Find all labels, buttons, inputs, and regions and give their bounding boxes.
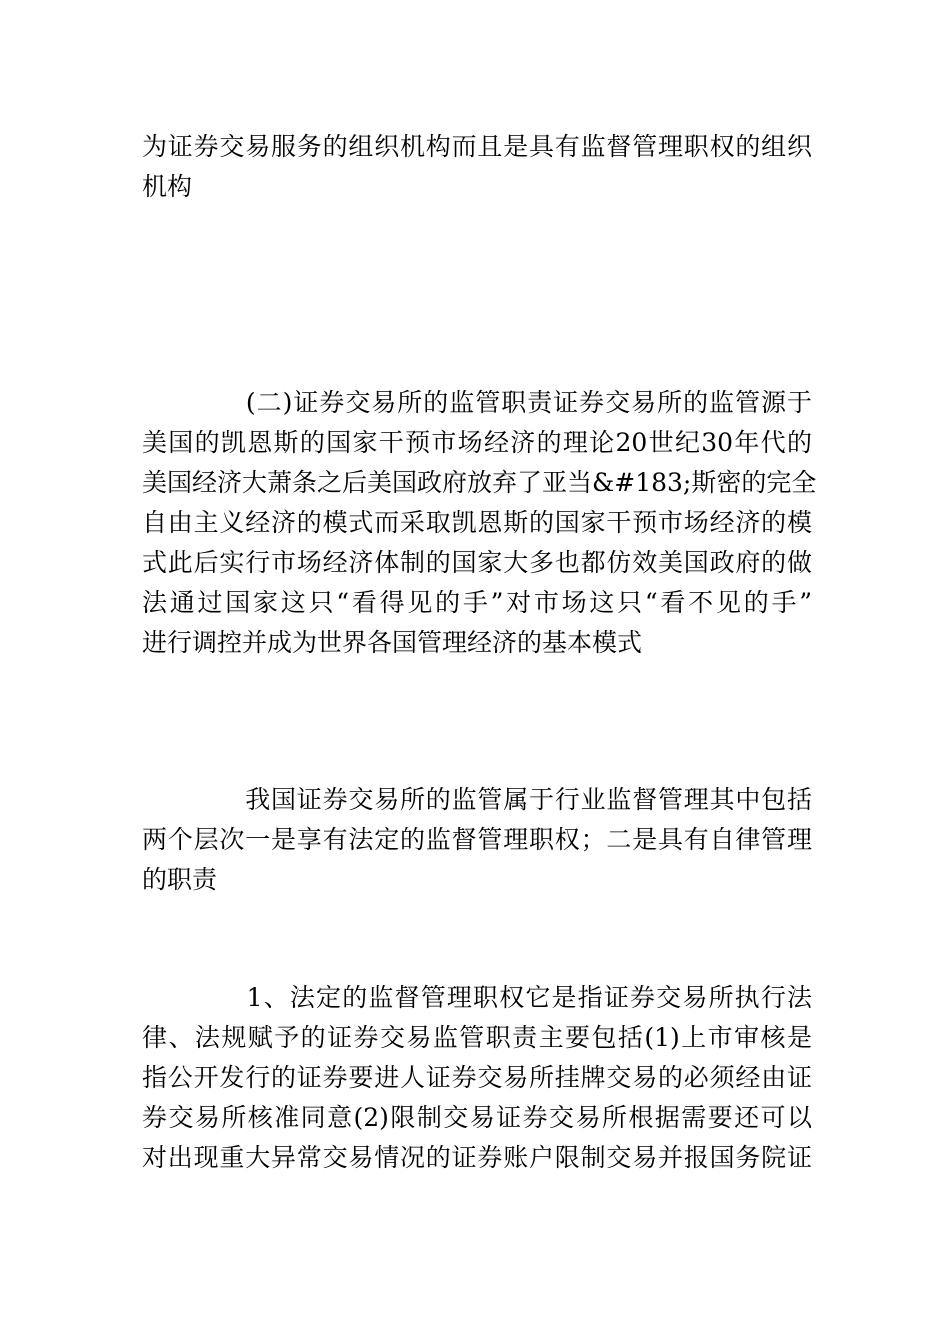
text-line: 为证券交易服务的组织机构而且是具有监督管理职权的组织 [142, 132, 812, 161]
text-line: 进行调控并成为世界各国管理经济的基本模式 [142, 628, 643, 657]
text-line: 法通过国家这只“看得见的手”对市场这只“看不见的手” [142, 588, 812, 617]
text-line: 我国证券交易所的监管属于行业监督管理其中包括 [142, 785, 812, 814]
text-line: 机构 [142, 172, 193, 201]
text-line: 两个层次一是享有法定的监督管理职权；二是具有自律管理 [142, 825, 812, 854]
text-line: 券交易所核准同意(2)限制交易证券交易所根据需要还可以 [142, 1103, 812, 1132]
text-line: 指公开发行的证券要进人证券交易所挂牌交易的必须经由证 [142, 1063, 812, 1092]
text-line: 律、法规赋予的证券交易监管职责主要包括(1)上市审核是 [142, 1023, 812, 1052]
text-line: 自由主义经济的模式而采取凯恩斯的国家干预市场经济的模 [142, 508, 812, 537]
text-line: 式此后实行市场经济体制的国家大多也都仿效美国政府的做 [142, 548, 812, 577]
paragraph-4 [142, 978, 812, 1178]
text-line: 的职责 [142, 865, 218, 894]
text-line: 1、法定的监督管理职权它是指证券交易所执行法 [142, 983, 812, 1012]
text-line: 美国经济大萧条之后美国政府放弃了亚当&#183;斯密的完全 [142, 468, 817, 497]
paragraph-1 [142, 127, 812, 207]
text-line: 美国的凯恩斯的国家干预市场经济的理论20世纪30年代的 [142, 428, 812, 457]
paragraph-3 [142, 780, 812, 900]
text-line: (二)证券交易所的监管职责证券交易所的监管源于 [142, 388, 812, 417]
paragraph-2 [142, 383, 817, 663]
text-line: 对出现重大异常交易情况的证券账户限制交易并报国务院证 [142, 1143, 812, 1172]
